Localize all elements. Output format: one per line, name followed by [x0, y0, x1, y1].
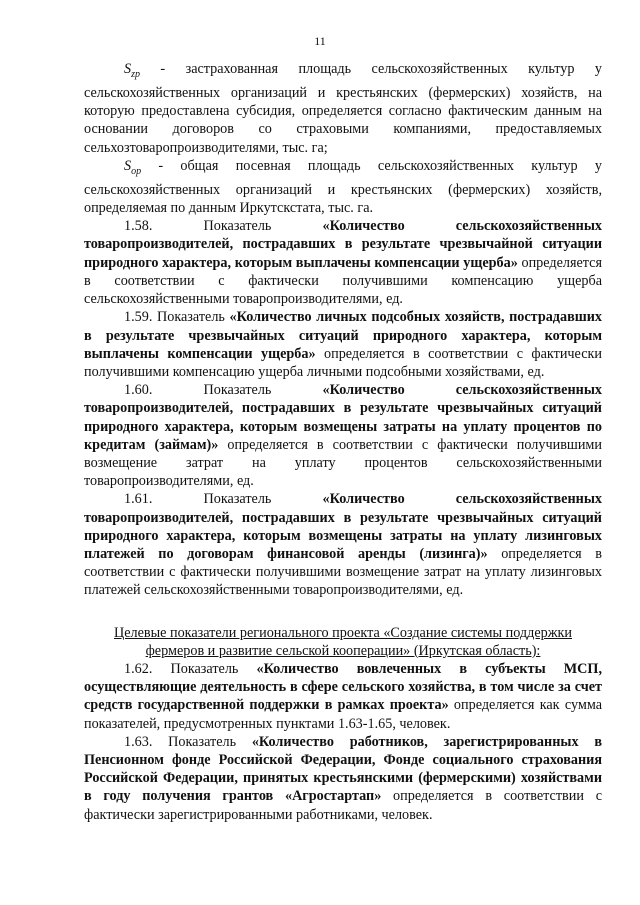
indicator-name: «Количество сельскохозяйственных товаропроизводителей, пострадавших в результате чрезвычайных ситуаций природного характера, которым возмещены затраты на уплату процентов по кредитам (займам)» [84, 382, 602, 453]
page-content [84, 60, 602, 824]
definition-szp [84, 60, 602, 157]
section-heading: Целевые показатели регионального проекта «Создание системы поддержки фермеров и развитие сельской кооперации» (Иркутская область): [113, 624, 572, 659]
indicator-name: «Количество сельскохозяйственных товаропроизводителей, пострадавших в результате чрезвычайной ситуации природного характера, которым выплачены компенсации ущерба» [84, 218, 602, 271]
indicator-name: «Количество вовлеченных в субъекты МСП, осуществляющие деятельность в сфере сельского хозяйства, в том числе за счет средств государственной поддержки в рамках проекта» [84, 660, 602, 714]
paragraph-1-59: 1.59. Показатель «Количество личных подсобных хозяйств, пострадавших в результате чрезвычайных ситуаций природного характера, которым выплачены компенсации ущерба» определяется в соответствии с фактически получившими компенсацию ущерба личными подсобными хозяйствами, ед. [84, 309, 602, 380]
indicator-name: «Количество сельскохозяйственных товаропроизводителей, пострадавших в результате чрезвычайных ситуаций природного характера, которым возмещены затраты на уплату лизинговых платежей по договорам финансовой аренды (лизинга)» [84, 491, 602, 562]
paragraph-1-60: 1.60. Показатель «Количество сельскохозяйственных товаропроизводителей, пострадавших в результате чрезвычайных ситуаций природного характера, которым возмещены затраты на уплату процентов по кредитам (займам)» определяется в соответствии с фактически получившими возмещение затрат на уплату процентов сельскохозяйственными товаропроизводителями, ед. [84, 382, 602, 490]
indicator-name: «Количество личных подсобных хозяйств, пострадавших в результате чрезвычайных ситуаций природного характера, которым выплачены компенсации ущерба» [84, 309, 602, 362]
variable-symbol: $S_{zp}$ [124, 61, 140, 80]
paragraph-1-58: 1.58. Показатель «Количество сельскохозяйственных товаропроизводителей, пострадавших в результате чрезвычайной ситуации природного характера, которым выплачены компенсации ущерба» определяется в соответствии с фактически получившими компенсацию ущерба сельскохозяйственными товаропроизводителями, ед. [84, 218, 602, 308]
definition-text: - общая посевная площадь сельскохозяйственных культур у сельскохозяйственных организаций и крестьянских (фермерских) хозяйств, определяемая по данным Иркутскстата, тыс. га. [84, 157, 602, 217]
definition-sop [84, 157, 602, 217]
indicator-name: «Количество работников, зарегистрированных в Пенсионном фонде Российской Федерации, Фонде социального страхования Российской Федерации, принятых крестьянскими (фермерскими) хозяйствами в году получения грантов «Агростартап» [84, 733, 602, 805]
paragraph-1-61: 1.61. Показатель «Количество сельскохозяйственных товаропроизводителей, пострадавших в результате чрезвычайных ситуаций природного характера, которым возмещены затраты на уплату лизинговых платежей по договорам финансовой аренды (лизинга)» определяется в соответствии с фактически получившими возмещение затрат на уплату лизинговых платежей сельскохозяйственными товаропроизводителями, ед. [84, 491, 602, 599]
variable-symbol: $S_{op}$ [124, 157, 142, 177]
paragraph-1-62: 1.62. Показатель «Количество вовлеченных в субъекты МСП, осуществляющие деятельность в сфере сельского хозяйства, в том числе за счет средств государственной поддержки в рамках проекта» определяется как сумма показателей, предусмотренных пунктами 1.63-1.65, человек. [84, 660, 603, 732]
definition-text: - застрахованная площадь сельскохозяйственных культур у сельскохозяйственных организаций и крестьянских (фермерских) хозяйств, на которую предоставлена субсидия, определяется согласно фактическим данным на основании договоров со страховыми компаниями, предоставляемых сельхозтоваропроизводителями, тыс. га; [84, 61, 602, 156]
paragraph-1-63: 1.63. Показатель «Количество работников, зарегистрированных в Пенсионном фонде Российской Федерации, Фонде социального страхования Российской Федерации, принятых крестьянскими (фермерскими) хозяйствами в году получения грантов «Агростартап» определяется в соответствии с фактически зарегистрированными работниками, человек. [84, 733, 602, 823]
page-number: 11 [314, 34, 326, 48]
